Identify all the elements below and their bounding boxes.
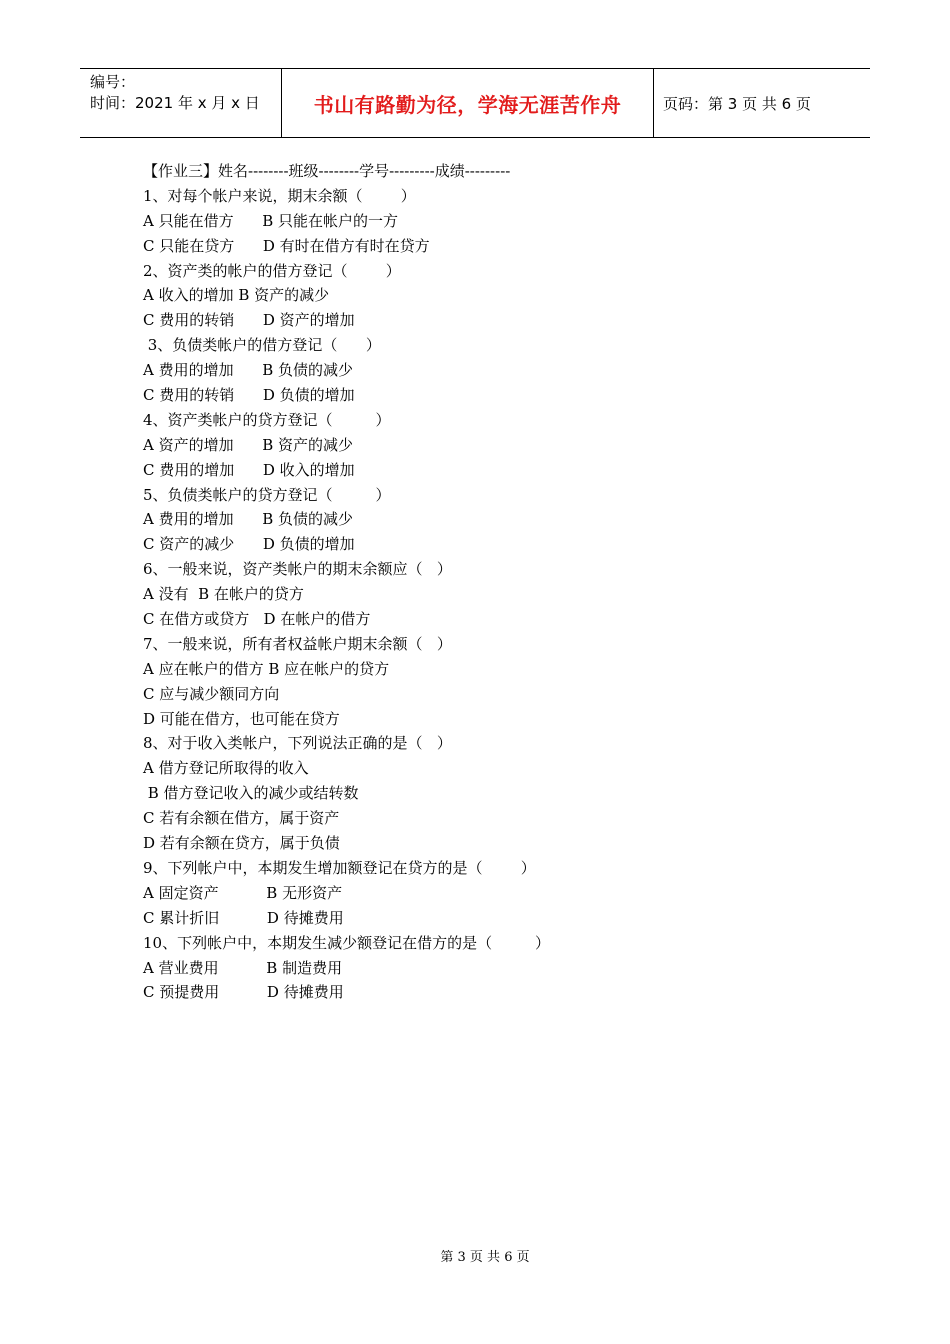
question-line: A 只能在借方 B 只能在帐户的一方	[143, 211, 399, 230]
question-line: 8、对于收入类帐户，下列说法正确的是（ ）	[143, 734, 452, 753]
question-line: A 固定资产 B 无形资产	[143, 883, 343, 902]
question-line: 7、一般来说，所有者权益帐户期末余额（ ）	[143, 634, 452, 653]
question-line: A 资产的增加 B 资产的减少	[143, 435, 354, 454]
question-line: C 预提费用 D 待摊费用	[143, 983, 344, 1002]
document-date: 时间：2021 年 x 月 x 日	[90, 94, 260, 112]
question-line: A 费用的增加 B 负债的减少	[143, 510, 354, 529]
header-page-info: 页码：第 3 页 共 6 页	[663, 94, 811, 113]
worksheet-body	[143, 159, 843, 1005]
question-line: D 可能在借方，也可能在贷方	[143, 709, 340, 728]
document-number-label: 编号：	[90, 73, 136, 91]
question-line: 2、资产类的帐户的借方登记（ ）	[143, 261, 401, 280]
question-line: 9、下列帐户中，本期发生增加额登记在贷方的是（ ）	[143, 858, 536, 877]
question-line: C 应与减少额同方向	[143, 684, 280, 703]
question-line: A 收入的增加 B 资产的减少	[143, 286, 330, 305]
question-line: 10、下列帐户中，本期发生减少额登记在借方的是（ ）	[143, 933, 551, 952]
question-line: 6、一般来说，资产类帐户的期末余额应（ ）	[143, 560, 452, 579]
worksheet-title: 【作业三】姓名--------班级--------学号---------成绩---------	[143, 162, 511, 180]
question-line: C 费用的增加 D 收入的增加	[143, 460, 355, 479]
question-line: A 营业费用 B 制造费用	[143, 958, 343, 977]
page-footer: 第 3 页 共 6 页	[440, 1250, 530, 1265]
question-line: 4、资产类帐户的贷方登记（ ）	[143, 410, 391, 429]
question-line: C 资产的减少 D 负债的增加	[143, 535, 355, 554]
question-line: B 借方登记收入的减少或结转数	[143, 784, 359, 803]
question-line: 5、负债类帐户的贷方登记（ ）	[143, 485, 391, 504]
question-line: C 费用的转销 D 资产的增加	[143, 311, 355, 330]
question-line: C 累计折旧 D 待摊费用	[143, 908, 344, 927]
page-header	[80, 68, 870, 138]
question-line: C 在借方或贷方 D 在帐户的借方	[143, 610, 371, 629]
question-line: C 费用的转销 D 负债的增加	[143, 386, 355, 405]
question-line: A 费用的增加 B 负债的减少	[143, 361, 354, 380]
question-line: A 应在帐户的借方 B 应在帐户的贷方	[143, 659, 390, 678]
question-line: 3、负债类帐户的借方登记（ ）	[143, 336, 381, 355]
header-left-cell	[80, 69, 282, 137]
question-line: 1、对每个帐户来说，期末余额（ ）	[143, 186, 416, 205]
question-line: C 若有余额在借方，属于资产	[143, 809, 340, 828]
question-line: A 没有 B 在帐户的贷方	[143, 585, 304, 604]
question-line: C 只能在贷方 D 有时在借方有时在贷方	[143, 236, 430, 255]
question-line: D 若有余额在贷方，属于负债	[143, 834, 340, 853]
question-line: A 借方登记所取得的收入	[143, 759, 309, 778]
header-motto: 书山有路勤为径，学海无涯苦作舟	[282, 69, 654, 137]
